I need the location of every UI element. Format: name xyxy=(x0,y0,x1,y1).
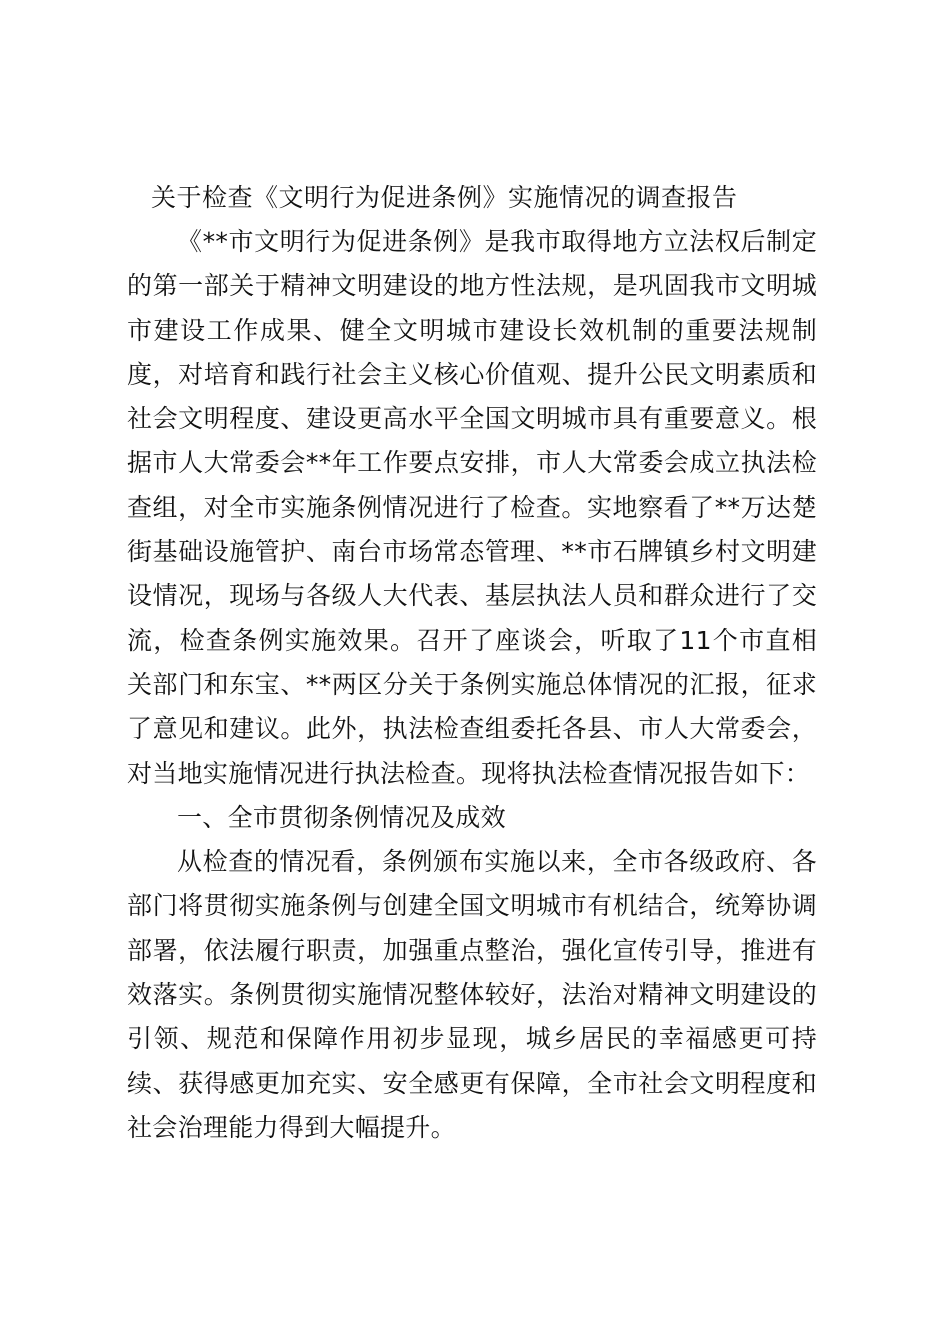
document-title: 关于检查《文明行为促进条例》实施情况的调查报告 xyxy=(151,183,738,212)
intro-paragraph: 《**市文明行为促进条例》是我市取得地方立法权后制定的第一部关于精神文明建设的地方性法规，是巩固我市文明城市建设工作成果、健全文明城市建设长效机制的重要法规制度，对培育和践行社会主义核心价值观、提升公民文明素质和社会文明程度、建设更高水平全国文明城市具有重要意义。根据市人大常委会**年工作要点安排，市人大常委会成立执法检查组，对全市实施条例情况进行了检查。实地察看了**万达楚街基础设施管护、南台市场常态管理、**市石牌镇乡村文明建设情况，现场与各级人大代表、基层执法人员和群众进行了交流，检查条例实施效果。召开了座谈会，听取了11个市直相关部门和东宝、**两区分关于条例实施总体情况的汇报，征求了意见和建议。此外，执法检查组委托各县、市人大常委会，对当地实施情况进行执法检查。现将执法检查情况报告如下： xyxy=(127,227,817,788)
document-body xyxy=(127,176,817,1150)
section-heading: 一、全市贯彻条例情况及成效 xyxy=(177,802,506,832)
section-paragraph: 从检查的情况看，条例颁布实施以来，全市各级政府、各部门将贯彻实施条例与创建全国文明城市有机结合，统筹协调部署，依法履行职责，加强重点整治，强化宣传引导，推进有效落实。条例贯彻实施情况整体较好，法治对精神文明建设的引领、规范和保障作用初步显现，城乡居民的幸福感更可持续、获得感更加充实、安全感更有保障，全市社会文明程度和社会治理能力得到大幅提升。 xyxy=(127,847,817,1142)
